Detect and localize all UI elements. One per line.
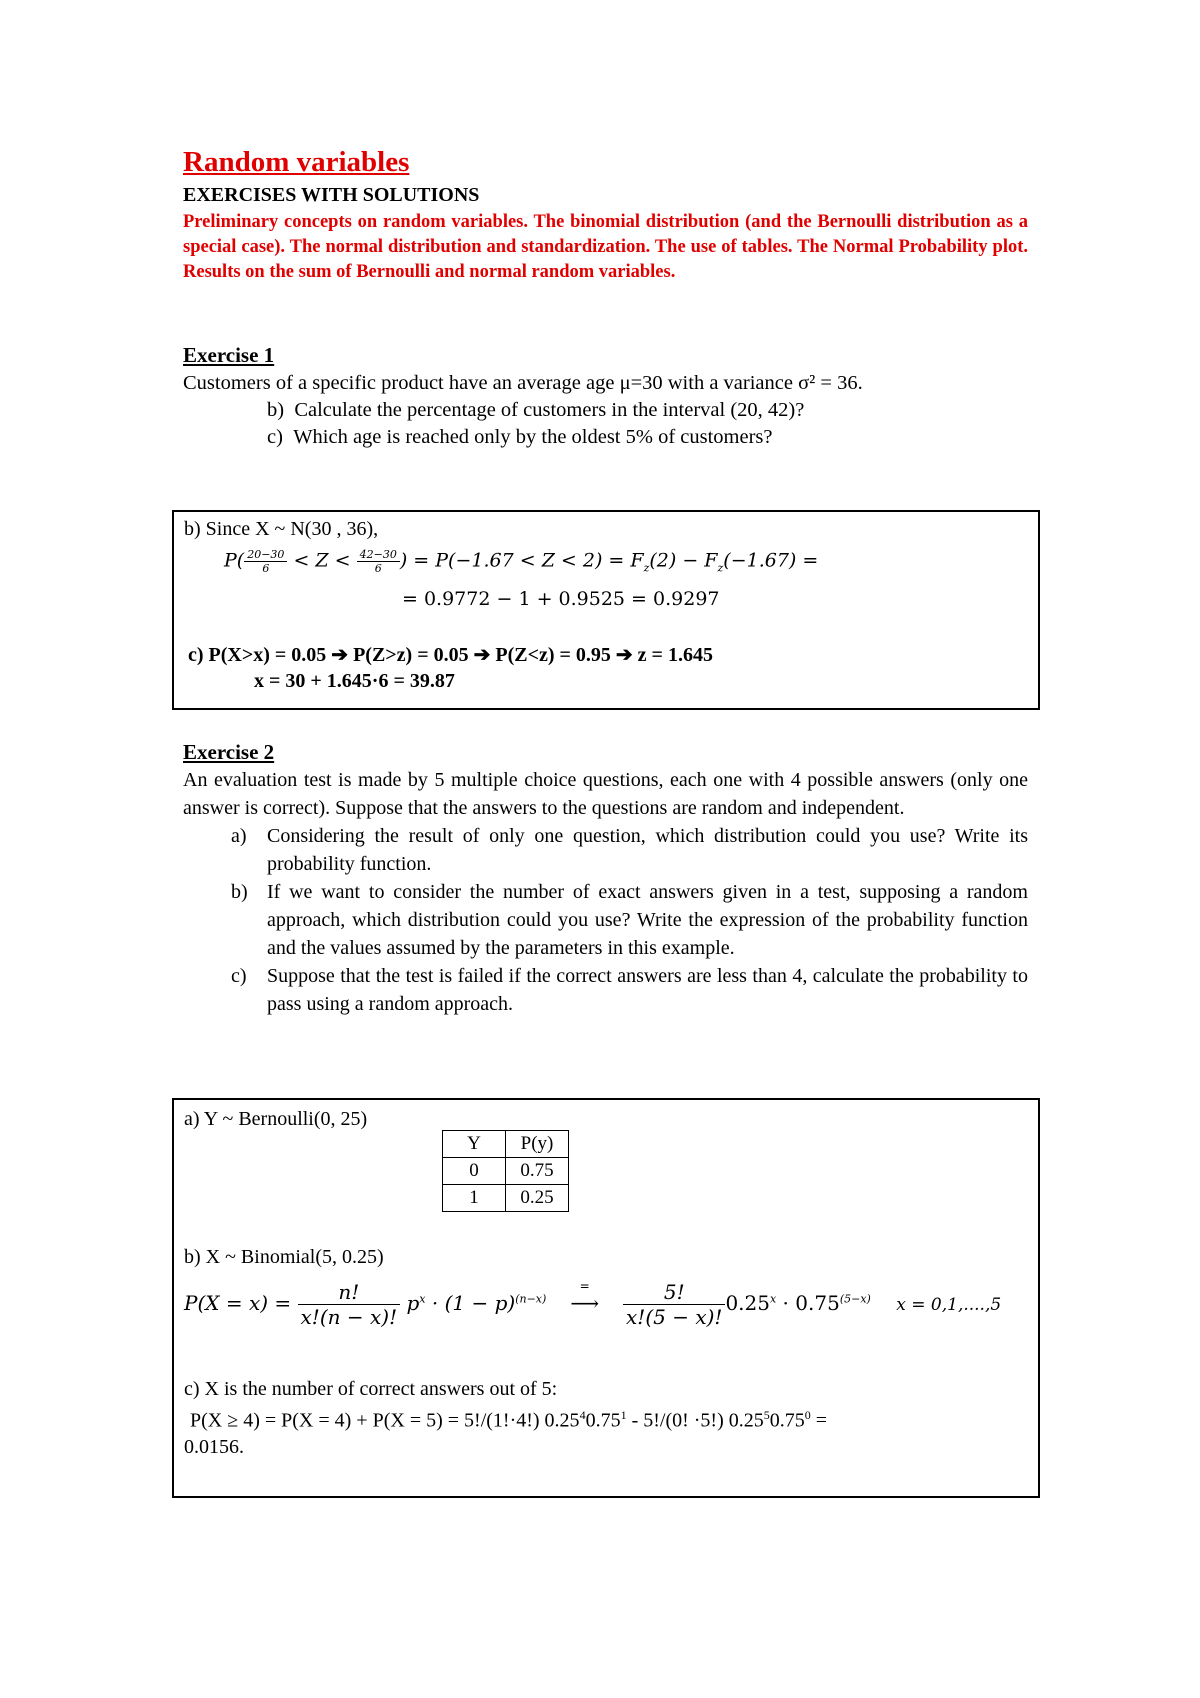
solution-c-result: 0.0156. <box>184 1436 244 1458</box>
eq-part: = <box>810 1409 828 1432</box>
exercise2-solution-box <box>172 1098 1040 1498</box>
frac-den: x!(5 − x)! <box>626 1305 723 1329</box>
table-cell: 0 <box>443 1158 506 1185</box>
frac-den: x!(n − x)! <box>300 1305 398 1329</box>
solution-b-result: = 0.9772 − 1 + 0.9525 = 0.9297 <box>402 588 720 610</box>
exercise1-heading: Exercise 1 <box>183 343 275 367</box>
exercise1-solution-box <box>172 510 1040 710</box>
arrow: = ⟶ <box>553 1291 617 1315</box>
eq-part: 0.25 <box>725 1291 770 1315</box>
table-row <box>443 1158 569 1185</box>
solution-a-intro: a) Y ~ Bernoulli(0, 25) <box>184 1108 368 1130</box>
eq-part: P(X ≥ 4) = P(X = 4) + P(X = 5) = 5!/(1!·4!) 0.25 <box>190 1409 580 1432</box>
table-cell: 1 <box>443 1185 506 1212</box>
list-text: Calculate the percentage of customers in the interval (20, 42)? <box>294 399 805 421</box>
exercise1-statement: Customers of a specific product have an average age μ=30 with a variance σ² = 36. <box>183 372 863 394</box>
list-item <box>255 424 1028 451</box>
exercise2-body <box>183 766 1028 1018</box>
exercise1-body <box>183 370 1028 451</box>
eq-sup: x <box>769 1292 777 1306</box>
fraction <box>244 548 287 575</box>
frac-num: 5! <box>623 1280 725 1305</box>
frac-den: 6 <box>262 562 270 575</box>
list-item <box>219 962 1028 1018</box>
bernoulli-table <box>442 1130 569 1212</box>
list-text: Considering the result of only one question, which distribution could you use? Write its probability function. <box>267 825 1028 875</box>
solution-c-intro: c) X is the number of correct answers out of 5: <box>184 1378 558 1400</box>
eq-part: 0.75 <box>585 1409 621 1432</box>
list-marker: b) <box>267 399 285 421</box>
list-item <box>255 397 1028 424</box>
table-cell: 0.25 <box>506 1185 569 1212</box>
solution-b-intro: b) X ~ Binomial(5, 0.25) <box>184 1246 384 1268</box>
list-marker: c) <box>267 426 283 448</box>
eq-part: 0.75 <box>769 1409 805 1432</box>
list-text: If we want to consider the number of exact answers given in a test, supposing a random approach, which distribution could you use? Write the expression of the probability function and the values assumed by the parameters in this example. <box>267 881 1028 959</box>
exercise2-statement: An evaluation test is made by 5 multiple choice questions, each one with 4 possible answers (only one answer is correct). Suppose that the answers to the questions are random and independent. <box>183 769 1028 819</box>
eq-part: P(X = x) = <box>184 1291 292 1315</box>
exercise1-list <box>183 397 1028 451</box>
solution-b-intro: b) Since X ~ N(30 , 36), <box>184 518 379 540</box>
exercise2-list <box>183 822 1028 1018</box>
solution-c-line2: x = 30 + 1.645·6 = 39.87 <box>254 670 455 692</box>
list-marker: b) <box>231 881 248 903</box>
solution-c-line1: c) P(X>x) = 0.05 ➔ P(Z>z) = 0.05 ➔ P(Z<z) = 0.95 ➔ z = 1.645 <box>188 644 713 666</box>
table-header: Y <box>443 1131 506 1158</box>
frac-den: 6 <box>374 562 382 575</box>
eq-sub: z <box>717 561 724 575</box>
fraction <box>623 1280 725 1329</box>
eq-range: x = 0,1,....,5 <box>896 1295 1002 1315</box>
binomial-equation <box>184 1280 1001 1329</box>
eq-part: - 5!/(0! ·5!) 0.25 <box>626 1409 764 1432</box>
frac-num: n! <box>298 1280 401 1305</box>
table-row <box>443 1185 569 1212</box>
list-item <box>219 878 1028 962</box>
fraction <box>357 548 400 575</box>
exercise2-heading: Exercise 2 <box>183 740 275 764</box>
frac-num: 20−30 <box>244 548 287 562</box>
table-cell: 0.75 <box>506 1158 569 1185</box>
intro-paragraph: Preliminary concepts on random variables. The binomial distribution (and the Bernoulli distribution as a special case). The normal distribution and standardization. The use of tables. The Normal Probability plot. Results on the sum of Bernoulli and normal random variables. <box>183 212 1028 282</box>
eq-part: ) = P(−1.67 < Z < 2) = F <box>399 549 644 572</box>
page-subtitle: EXERCISES WITH SOLUTIONS <box>183 184 480 206</box>
arrow-label: = <box>579 1279 590 1293</box>
eq-part: P( <box>224 549 245 572</box>
eq-sup: (n−x) <box>515 1292 547 1306</box>
solution-c-equation <box>190 1408 827 1433</box>
frac-num: 42−30 <box>357 548 400 562</box>
eq-part: p <box>406 1291 420 1315</box>
eq-sup: 0 <box>804 1408 811 1422</box>
list-item <box>219 822 1028 878</box>
list-text: Which age is reached only by the oldest 5% of customers? <box>293 426 773 448</box>
table-header: P(y) <box>506 1131 569 1158</box>
fraction <box>298 1280 401 1329</box>
eq-sup: 1 <box>620 1408 627 1422</box>
page-title: Random variables <box>183 146 410 178</box>
eq-part: · 0.75 <box>776 1291 840 1315</box>
list-marker: a) <box>231 825 247 847</box>
eq-part: (−1.67) = <box>723 549 819 572</box>
eq-sup: 4 <box>579 1408 586 1422</box>
eq-sup: (5−x) <box>839 1292 871 1306</box>
list-marker: c) <box>231 965 247 987</box>
eq-part: < Z < <box>293 549 351 572</box>
list-text: Suppose that the test is failed if the correct answers are less than 4, calculate the probability to pass using a random approach. <box>267 965 1028 1015</box>
eq-sup: 5 <box>763 1408 770 1422</box>
eq-part: (2) − F <box>649 549 718 572</box>
eq-sup: x <box>419 1292 426 1306</box>
table-row <box>443 1131 569 1158</box>
eq-part: · (1 − p) <box>425 1291 516 1315</box>
solution-b-equation <box>224 548 818 575</box>
eq-sub: z <box>643 561 650 575</box>
